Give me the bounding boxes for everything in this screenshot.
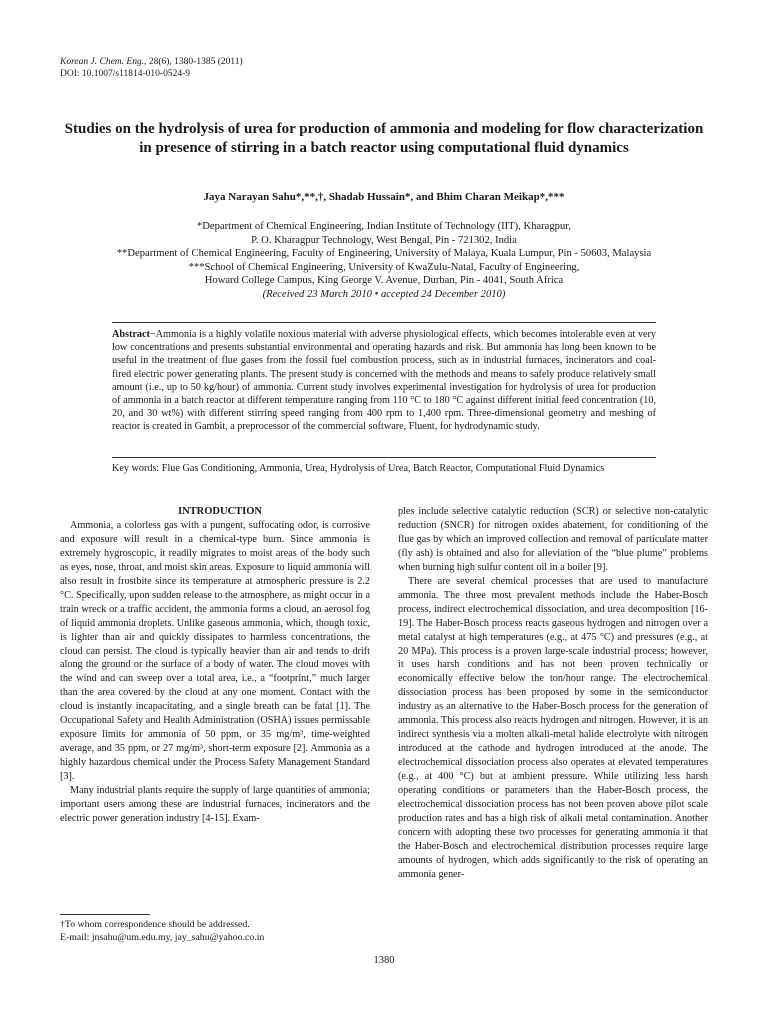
- footnote-rule: [60, 914, 150, 915]
- body-paragraph: Many industrial plants require the supply of large quantities of ammonia; important users among these are industrial furnaces, incinerators and the electric power generation industry [4-15]. Exam-: [60, 785, 370, 824]
- abstract-text: −Ammonia is a highly volatile noxious material with adverse physiological effects, which becomes intolerable even at very low concentrations and presents substantial environmental and operating hazards and risk. But ammonia has long been known to be useful in the treatment of flue gases from the fossil fuel combustion process, such as in industrial furnaces, incinerators and coal-fired electric power generating plants. The present study is concerned with the methods and means to safely produce relatively small amount (i.e., up to 50 kg/hour) of ammonia. Current study involves experimental investigation for hydrolysis of urea for production of ammonia in a batch reactor at different temperature ranging from 110 °C to 180 °C against different initial feed concentration (10, 20, and 30 wt%) with different stirring speed ranging from 400 rpm to 1,400 rpm. Three-dimensional geometry and meshing of reactor is created in Gambit, a preprocessor of the commercial software, Fluent, for hydrodynamic study.: [112, 329, 656, 433]
- received-dates: (Received 23 March 2010 • accepted 24 December 2010): [262, 288, 506, 300]
- body-paragraph: There are several chemical processes that are used to manufacture ammonia. The three most prevalent methods include the Haber-Bosch process, indirect electrochemical dissociation, and urea decomposition [16-19]. The Haber-Bosch process reacts gaseous hydrogen and nitrogen over a metal catalyst at high temperatures (e.g., at 475 °C) and pressures (e.g., at 20 MPa). This process is a proven large-scale industrial process; however, it uses harsh conditions and has not been proven technically or economically effective below the ton/hour range. The electrochemical dissociation process has been proposed by some in the semiconductor industry as an alternative to the Haber-Bosch process for the generation of ammonia. This process also reacts hydrogen and nitrogen. However, it is an indirect synthesis via a molten alkali-metal halide electrolyte with nitrogen introduced at the cathode and hydrogen introduced at the anode. The electrochemical dissociation process also operates at elevated temperatures (e.g., at 400 °C) but at ambient pressure. While utilizing less harsh operating conditions or parameters than the Haber-Bosch process, the electrochemical dissociation process has not been proven above pilot scale production rates and has a high risk of alkali metal contamination. Another concern with adopting these two processes for generating ammonia it that the Haber-Bosch and electrochemical distribution processes require large amounts of hydrogen, which adds significantly to the risk of operating an ammonia gener-: [398, 575, 708, 880]
- body-paragraph: Ammonia, a colorless gas with a pungent, suffocating odor, is corrosive and exposure will result in a chemical-type burn. Since ammonia is extremely hygroscopic, it readily migrates to moist areas of the body such as eyes, nose, throat, and moist skin areas. Exposure to liquid ammonia will also result in frostbite since its temperature at atmospheric pressure is 2.2 °C. Specifically, upon sudden release to the atmosphere, as might occur in a train wreck or a traffic accident, the ammonia forms a cloud, an aerosol fog of liquid ammonia droplets. Unlike gaseous ammonia, which, though toxic, is lighter than air and quickly dissipates to harmless concentrations, the cloud can persist. The cloud is typically heavier than air and tends to drift along the ground or the surface of a body of water. The cloud moves with the wind and can sweep over a total area, i.e., a “footprint,” much larger than the area covered by the cloud at any one moment. Contact with the cloud is instantly incapacitating, and a single breath can be fatal [1]. The Occupational Safety and Health Administration (OSHA) issues permissable exposure limits for ammonia of 50 ppm, or 35 mg/m³, time-weighted average, and 35 ppm, or 27 mg/m³, short-term exposure [2]. Ammonia as a highly hazardous chemical under the Process Safety Management Standard [3].: [60, 519, 370, 783]
- keywords: Key words: Flue Gas Conditioning, Ammonia, Urea, Hydrolysis of Urea, Batch Reactor, Computational Fluid Dynamics: [112, 463, 605, 474]
- author-list: Jaya Narayan Sahu*,**,†, Shadab Hussain*, and Bhim Charan Meikap*,***: [203, 191, 565, 203]
- correspondence-note: †To whom correspondence should be addressed.: [60, 919, 250, 930]
- abstract-bottom-rule: [112, 457, 656, 458]
- affiliation-1-address: P. O. Kharagpur Technology, West Bengal, Pin - 721302, India: [251, 234, 517, 246]
- footnotes: [60, 918, 380, 944]
- left-column: [60, 505, 370, 826]
- affiliation-3: ***School of Chemical Engineering, University of KwaZulu-Natal, Faculty of Engineering,: [188, 261, 580, 273]
- body-paragraph: ples include selective catalytic reduction (SCR) or selective non-catalytic reduction (SNCR) for nitrogen oxides abatement, for conditioning of the flue gas by which an improved collection and removal of particulate matter (fly ash) is obtained and also for alleviation of the “blue plume” problems when burning high sulfur content oil in a boiler [9].: [398, 506, 708, 573]
- right-column: [398, 505, 708, 882]
- doi: DOI: 10.1007/s11814-010-0524-9: [60, 69, 190, 79]
- email-note: E-mail: jnsahu@um.edu.my, jay_sahu@yahoo.co.in: [60, 932, 265, 943]
- affiliation-3-address: Howard College Campus, King George V. Avenue, Durban, Pin - 4041, South Africa: [204, 275, 564, 286]
- paper-title: Studies on the hydrolysis of urea for production of ammonia and modeling for flow characterization in presence of stirring in a batch reactor using computational fluid dynamics: [64, 121, 704, 156]
- affiliation-2: **Department of Chemical Engineering, Faculty of Engineering, University of Malaya, Kuala Lumpur, Pin - 50603, Malaysia: [116, 248, 652, 259]
- abstract-top-rule: [112, 322, 656, 323]
- affiliation-1: *Department of Chemical Engineering, Indian Institute of Technology (IIT), Kharagpur,: [196, 221, 571, 232]
- affiliations: [40, 220, 728, 301]
- journal-name: Korean J. Chem. Eng.: [60, 57, 145, 67]
- page-number: 1380: [373, 955, 395, 966]
- journal-citation: , 28(6), 1380-1385 (2011): [144, 57, 243, 67]
- journal-header: [60, 56, 243, 80]
- abstract: [112, 328, 656, 434]
- abstract-label: Abstract: [112, 329, 150, 340]
- section-heading-introduction: INTRODUCTION: [177, 506, 262, 517]
